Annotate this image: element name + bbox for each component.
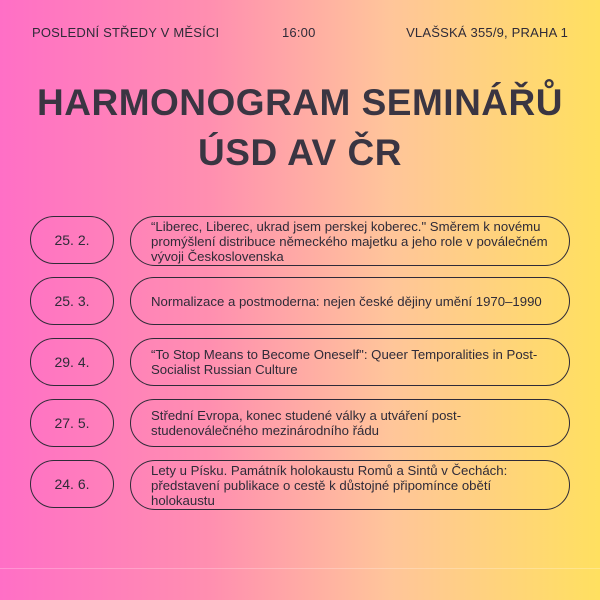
schedule-row <box>30 277 570 327</box>
topic-pill: “Liberec, Liberec, ukrad jsem perskej koberec." Směrem k novému promýšlení distribuce německého majetku a jeho role v poválečném vývoji Československa <box>130 216 570 266</box>
topic-pill: Střední Evropa, konec studené války a utváření post-studenoválečného mezinárodního řádu <box>130 399 570 447</box>
topic-pill: “To Stop Means to Become Oneself": Queer Temporalities in Post-Socialist Russian Culture <box>130 338 570 386</box>
schedule-row <box>30 216 570 266</box>
topic-pill: Normalizace a postmoderna: nejen české dějiny umění 1970–1990 <box>130 277 570 325</box>
topic-pill: Lety u Písku. Památník holokaustu Romů a Sintů v Čechách: představení publikace o cestě k důstojné připomínce obětí holokaustu <box>130 460 570 510</box>
schedule-row <box>30 399 570 449</box>
schedule-row <box>30 460 570 510</box>
header-schedule-note: POSLEDNÍ STŘEDY V MĚSÍCI <box>32 25 220 40</box>
header-time: 16:00 <box>282 25 316 40</box>
seminar-schedule <box>30 216 570 521</box>
page-title <box>0 78 600 178</box>
bottom-divider <box>0 568 600 569</box>
header-address: VLAŠSKÁ 355/9, PRAHA 1 <box>406 25 568 40</box>
page-title-line-1: HARMONOGRAM SEMINÁŘŮ <box>37 82 563 123</box>
header-bar <box>0 25 600 41</box>
date-pill: 27. 5. <box>30 399 114 447</box>
date-pill: 24. 6. <box>30 460 114 508</box>
page-title-line-2: ÚSD AV ČR <box>198 132 402 173</box>
date-pill: 25. 3. <box>30 277 114 325</box>
schedule-row <box>30 338 570 388</box>
date-pill: 29. 4. <box>30 338 114 386</box>
date-pill: 25. 2. <box>30 216 114 264</box>
